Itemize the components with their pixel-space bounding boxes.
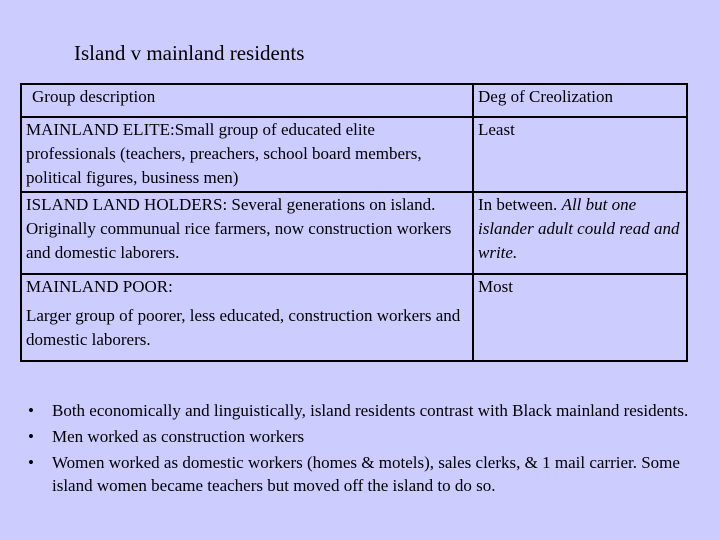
list-item [25, 425, 705, 448]
group-description-cell: MAINLAND ELITE:Small group of educated elite professionals (teachers, preachers, school board members, political figures, business men) [21, 117, 473, 192]
bullet-icon: • [28, 427, 34, 446]
bullet-icon: • [28, 453, 34, 472]
list-item [25, 451, 705, 497]
bullet-text: Men worked as construction workers [52, 427, 305, 446]
bullet-icon: • [28, 401, 34, 420]
group-detail: Larger group of poorer, less educated, construction workers and domestic laborers. [26, 306, 461, 349]
group-name: MAINLAND POOR: [26, 277, 173, 296]
header-group-description: Group description [21, 84, 473, 117]
table-header-row [21, 84, 687, 117]
table-row [21, 192, 687, 274]
degree-text: In between. [478, 195, 558, 214]
bullet-text: Both economically and linguistically, island residents contrast with Black mainland residents. [52, 401, 689, 420]
creolization-degree-cell: Most [473, 274, 687, 361]
bullet-text: Women worked as domestic workers (homes & motels), sales clerks, & 1 mail carrier. Some island women became teachers but moved off the island to do so. [52, 453, 680, 495]
group-description-cell [21, 274, 473, 361]
degree-note: All but one islander adult could read and write. [478, 195, 680, 262]
list-item [25, 399, 705, 422]
creolization-degree-cell [473, 192, 687, 274]
table-row [21, 117, 687, 192]
creolization-table [20, 83, 688, 362]
header-deg-of-creolization: Deg of Creolization [473, 84, 687, 117]
table-row [21, 274, 687, 361]
group-description-cell: ISLAND LAND HOLDERS: Several generations on island. Originally communual rice farmers, now construction workers and domestic laborers. [21, 192, 473, 274]
bullet-list [25, 399, 705, 500]
slide-title: Island v mainland residents [74, 41, 305, 65]
creolization-degree-cell: Least [473, 117, 687, 192]
